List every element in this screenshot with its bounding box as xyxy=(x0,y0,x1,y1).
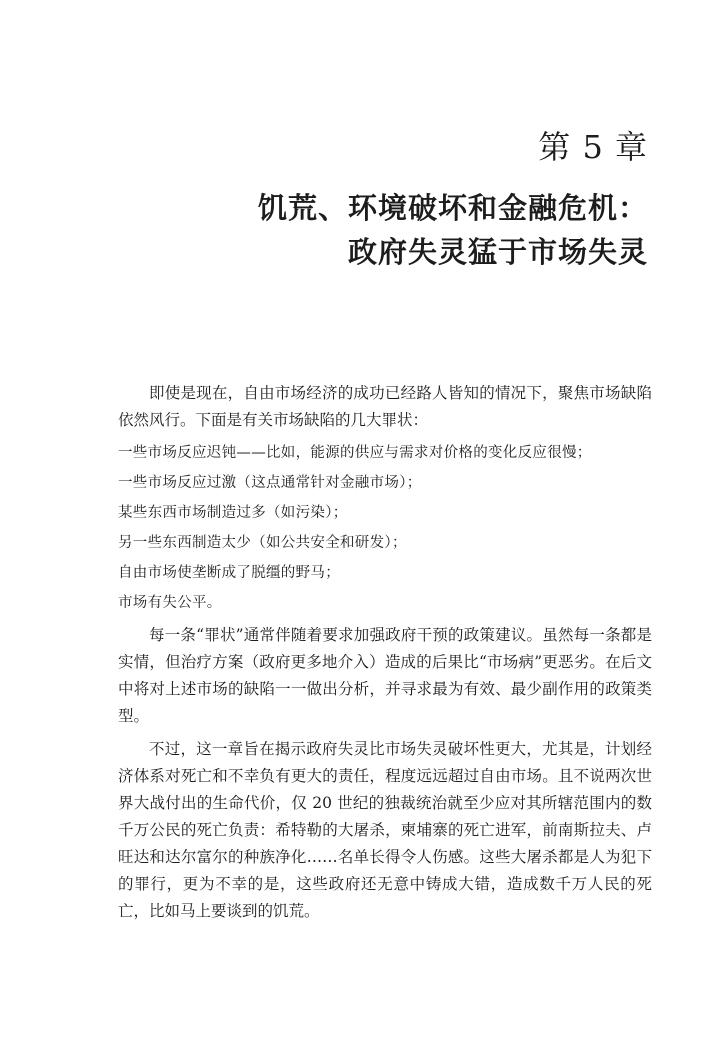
charge-item: 某些东西市场制造过多（如污染）； xyxy=(118,505,348,521)
chapter-body xyxy=(118,380,652,925)
intro-paragraph: 即使是现在，自由市场经济的成功已经路人皆知的情况下，聚焦市场缺陷依然风行。下面是有关市场缺陷的几大罪状： xyxy=(118,384,652,429)
chapter-number: 第 5 章 xyxy=(538,128,648,166)
charge-item: 自由市场使垄断成了脱缰的野马； xyxy=(118,565,340,581)
charge-item: 另一些东西制造太少（如公共安全和研发）； xyxy=(118,535,407,551)
chapter-title xyxy=(258,186,648,274)
paragraph-government-failure: 不过，这一章旨在揭示政府失灵比市场失灵破坏性更大，尤其是，计划经济体系对死亡和不幸负有更大的责任，程度远远超过自由市场。且不说两次世界大战付出的生命代价，仅 20 世纪的独裁统治就至少应对其所辖范围内的数千万公民的死亡负责：希特勒的大屠杀，柬埔寨的死亡进军，前南斯拉夫、卢旺达和达尔富尔的种族净化……名单长得令人伤感。这些大屠杀都是人为犯下的罪行，更为不幸的是，这些政府还无意中铸成大错，造成数千万人民的死亡，比如马上要谈到的饥荒。 xyxy=(118,740,652,920)
charge-item: 一些市场反应过激（这点通常针对金融市场）； xyxy=(118,475,422,491)
charge-item: 市场有失公平。 xyxy=(118,595,222,611)
chapter-title-line-1: 饥荒、环境破坏和金融危机： xyxy=(257,191,648,225)
paragraph-policy-remedies: 每一条“罪状”通常伴随着要求加强政府干预的政策建议。虽然每一条都是实情，但治疗方案（政府更多地介入）造成的后果比“市场病”更恶劣。在后文中将对上述市场的缺陷一一做出分析，并寻求最为有效、最少副作用的政策类型。 xyxy=(118,626,652,725)
charge-item: 一些市场反应迟钝——比如，能源的供应与需求对价格的变化反应很慢； xyxy=(118,445,592,461)
chapter-title-line-2: 政府失灵猛于市场失灵 xyxy=(347,235,648,269)
market-failure-charges-list xyxy=(118,438,652,618)
